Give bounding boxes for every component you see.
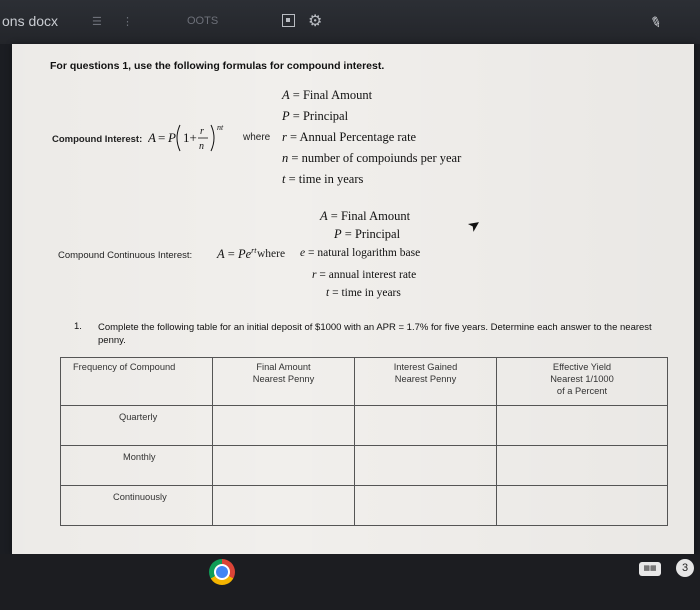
continuous-formula: $A = Pe^{rt}$: [217, 246, 257, 262]
continuous-label: Compound Continuous Interest:: [58, 250, 193, 261]
row-label: Monthly: [123, 452, 156, 462]
answer-cell[interactable]: [355, 486, 497, 526]
document-page: [12, 44, 694, 554]
indent-icon[interactable]: ⋮: [122, 16, 133, 28]
compound-formula: [148, 121, 240, 155]
continuous-var-a: A = Final Amount: [320, 209, 411, 223]
continuous-var-e: e = natural logarithm base: [300, 247, 421, 259]
answer-cell[interactable]: [355, 406, 497, 446]
svg-text:A: A: [148, 130, 156, 145]
os-shelf: [0, 554, 700, 610]
compound-var-a: A = Final Amount: [282, 88, 373, 102]
notification-badge[interactable]: 3: [676, 559, 694, 577]
keyboard-icon[interactable]: ▦▦: [639, 562, 661, 576]
table-header-row: [61, 358, 668, 406]
continuous-var-p: P = Principal: [334, 227, 401, 241]
title-bar: [0, 0, 700, 44]
toolbar-label[interactable]: OOTS: [187, 15, 219, 27]
window-box-icon[interactable]: [282, 14, 295, 27]
table-row: [61, 486, 668, 526]
row-label-cell: [61, 486, 213, 526]
header-effective-yield: Effective Yield Nearest 1/1000 of a Percent: [497, 358, 668, 406]
svg-text:=: =: [158, 130, 166, 145]
compound-label: Compound Interest:: [52, 134, 143, 145]
intro-text: For questions 1, use the following formulas for compound interest.: [50, 60, 385, 72]
chrome-browser-icon[interactable]: [209, 559, 235, 585]
header-frequency: Frequency of Compound: [61, 358, 213, 406]
compound-var-p: P = Principal: [282, 109, 349, 123]
row-label: Continuously: [113, 492, 167, 502]
svg-text:1+: 1+: [183, 130, 197, 145]
table-row: [61, 406, 668, 446]
answer-table: [60, 357, 668, 526]
mouse-cursor-icon: ➤: [464, 214, 485, 236]
answer-cell[interactable]: [213, 446, 355, 486]
svg-text:n: n: [199, 141, 204, 152]
continuous-where: where: [257, 248, 286, 260]
question-text: Complete the following table for an initial deposit of $1000 with an APR = 1.7% for five years. Determine each answer to the nearest penny.: [98, 322, 652, 346]
compound-var-r: r = Annual Percentage rate: [282, 130, 417, 144]
compound-where: where: [243, 132, 271, 143]
answer-cell[interactable]: [497, 486, 668, 526]
row-label-cell: [61, 446, 213, 486]
question-number: 1.: [74, 321, 82, 332]
settings-icon[interactable]: ⚙: [308, 13, 323, 30]
file-name[interactable]: ons docx: [2, 13, 59, 29]
compound-var-n: n = number of compoiunds per year: [282, 151, 462, 165]
header-interest-gained: Interest Gained Nearest Penny: [355, 358, 497, 406]
table-row: [61, 446, 668, 486]
header-final-amount: Final Amount Nearest Penny: [213, 358, 355, 406]
row-label-cell: [61, 406, 213, 446]
pen-icon[interactable]: ✎: [647, 12, 665, 32]
continuous-var-r: r = annual interest rate: [312, 269, 417, 281]
list-icon[interactable]: ☰: [92, 16, 102, 28]
answer-cell[interactable]: [213, 486, 355, 526]
answer-cell[interactable]: [213, 406, 355, 446]
svg-text:r: r: [200, 126, 204, 137]
svg-text:nt: nt: [217, 123, 224, 132]
row-label: Quarterly: [119, 412, 158, 422]
answer-cell[interactable]: [355, 446, 497, 486]
answer-cell[interactable]: [497, 406, 668, 446]
answer-cell[interactable]: [497, 446, 668, 486]
continuous-var-t: t = time in years: [326, 287, 401, 299]
compound-var-t: t = time in years: [282, 172, 364, 186]
svg-text:P: P: [168, 130, 176, 145]
